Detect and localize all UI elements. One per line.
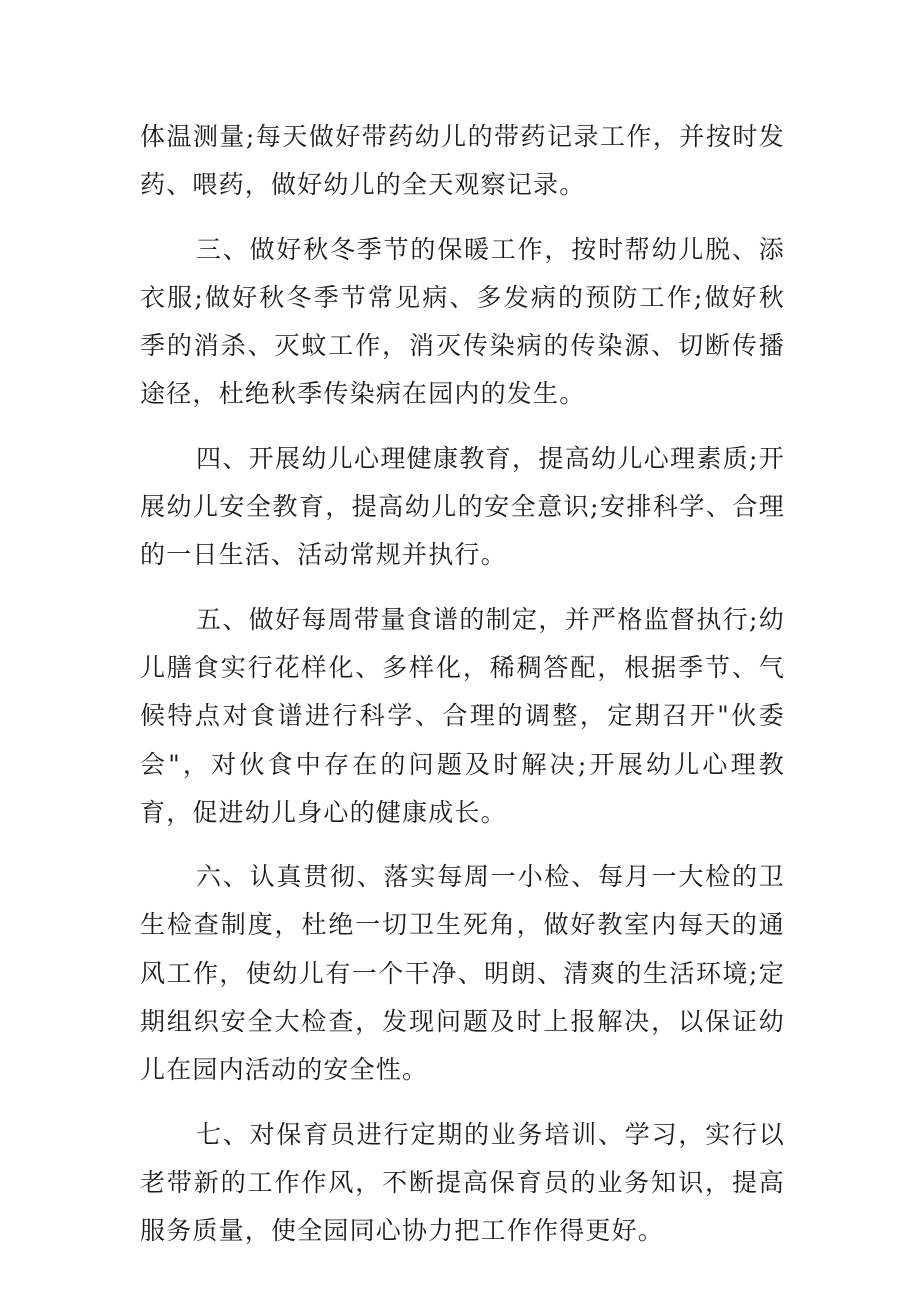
paragraph-item-7: 七、对保育员进行定期的业务培训、学习，实行以老带新的工作作风，不断提高保育员的业务知识，提高服务质量，使全园同心协力把工作作得更好。 xyxy=(140,1119,785,1246)
paragraph-item-5: 五、做好每周带量食谱的制定，并严格监督执行;幼儿膳食实行花样化、多样化，稀稠答配，根据季节、气候特点对食谱进行科学、合理的调整，定期召开"伙委会"，对伙食中存在的问题及时解决;开展幼儿心理教育，促进幼儿身心的健康成长。 xyxy=(140,604,785,827)
paragraph-item-6: 六、认真贯彻、落实每周一小检、每月一大检的卫生检查制度，杜绝一切卫生死角，做好教室内每天的通风工作，使幼儿有一个干净、明朗、清爽的生活环境;定期组织安全大检查，发现问题及时上报解决，以保证幼儿在园内活动的安全性。 xyxy=(140,862,785,1085)
document-body xyxy=(140,113,785,1272)
paragraph-item-4: 四、开展幼儿心理健康教育，提高幼儿心理素质;开展幼儿安全教育，提高幼儿的安全意识;安排科学、合理的一日生活、活动常规并执行。 xyxy=(140,443,785,570)
paragraph-item-3: 三、做好秋冬季节的保暖工作，按时帮幼儿脱、添衣服;做好秋冬季节常见病、多发病的预防工作;做好秋季的消杀、灭蚊工作，消灭传染病的传染源、切断传播途径，杜绝秋季传染病在园内的发生。 xyxy=(140,234,785,409)
paragraph-continuation: 体温测量;每天做好带药幼儿的带药记录工作，并按时发药、喂药，做好幼儿的全天观察记录。 xyxy=(140,122,785,200)
